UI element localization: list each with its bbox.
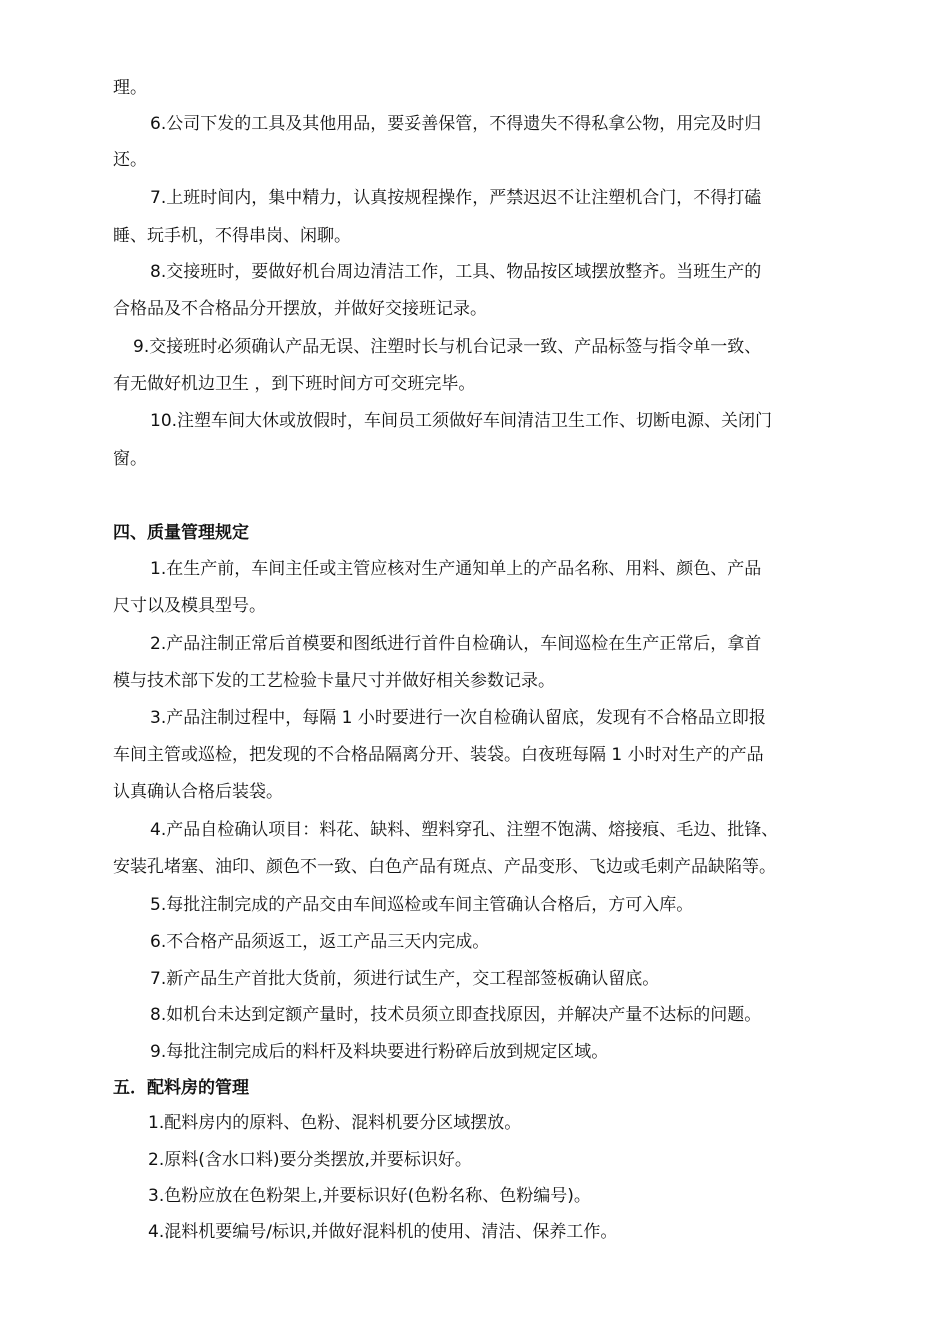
text-line: 合格品及不合格品分开摆放，并做好交接班记录。 (113, 299, 487, 319)
text-line: 6.公司下发的工具及其他用品，要妥善保管，不得遗失不得私拿公物，用完及时归 (150, 114, 762, 134)
text-line: 安装孔堵塞、油印、颜色不一致、白色产品有斑点、产品变形、飞边或毛刺产品缺陷等。 (113, 857, 776, 877)
text-line: 理。 (113, 78, 147, 98)
text-line: 3.色粉应放在色粉架上,并要标识好(色粉名称、色粉编号)。 (148, 1186, 591, 1206)
text-line: 5.每批注制完成的产品交由车间巡检或车间主管确认合格后，方可入库。 (150, 895, 694, 915)
text-line: 车间主管或巡检，把发现的不合格品隔离分开、装袋。白夜班每隔 1 小时对生产的产品 (113, 745, 764, 765)
text-line: 认真确认合格后装袋。 (113, 782, 283, 802)
text-line: 2.原料(含水口料)要分类摆放,并要标识好。 (148, 1150, 472, 1170)
text-line: 模与技术部下发的工艺检验卡量尺寸并做好相关参数记录。 (113, 671, 555, 691)
section-heading: 五．配料房的管理 (113, 1078, 249, 1098)
text-line: 8.如机台未达到定额产量时，技术员须立即查找原因，并解决产量不达标的问题。 (150, 1005, 762, 1025)
text-line: 7.上班时间内，集中精力，认真按规程操作，严禁迟迟不让注塑机合门，不得打磕 (150, 188, 762, 208)
text-line: 有无做好机边卫生 ，到下班时间方可交班完毕。 (113, 374, 476, 394)
text-line: 1.配料房内的原料、色粉、混料机要分区域摆放。 (148, 1113, 522, 1133)
text-line: 1.在生产前，车间主任或主管应核对生产通知单上的产品名称、用料、颜色、产品 (150, 559, 762, 579)
text-line: 9.交接班时必须确认产品无误、注塑时长与机台记录一致、产品标签与指令单一致、 (133, 337, 762, 357)
text-line: 4.混料机要编号/标识,并做好混料机的使用、清洁、保养工作。 (148, 1222, 618, 1242)
text-line: 还。 (113, 150, 147, 170)
text-line: 6.不合格产品须返工，返工产品三天内完成。 (150, 932, 490, 952)
section-heading: 四、质量管理规定 (113, 523, 249, 543)
text-line: 窗。 (113, 449, 147, 469)
text-line: 8.交接班时，要做好机台周边清洁工作，工具、物品按区域摆放整齐。当班生产的 (150, 262, 762, 282)
text-line: 2.产品注制正常后首模要和图纸进行首件自检确认，车间巡检在生产正常后，拿首 (150, 634, 762, 654)
text-line: 9.每批注制完成后的料杆及料块要进行粉碎后放到规定区域。 (150, 1042, 609, 1062)
text-line: 3.产品注制过程中，每隔 1 小时要进行一次自检确认留底，发现有不合格品立即报 (150, 708, 766, 728)
text-line: 睡、玩手机，不得串岗、闲聊。 (113, 226, 351, 246)
text-line: 尺寸以及模具型号。 (113, 596, 266, 616)
text-line: 7.新产品生产首批大货前，须进行试生产，交工程部签板确认留底。 (150, 969, 660, 989)
text-line: 10.注塑车间大休或放假时，车间员工须做好车间清洁卫生工作、切断电源、关闭门 (150, 411, 773, 431)
text-line: 4.产品自检确认项目：料花、缺料、塑料穿孔、注塑不饱满、熔接痕、毛边、批锋、 (150, 820, 779, 840)
